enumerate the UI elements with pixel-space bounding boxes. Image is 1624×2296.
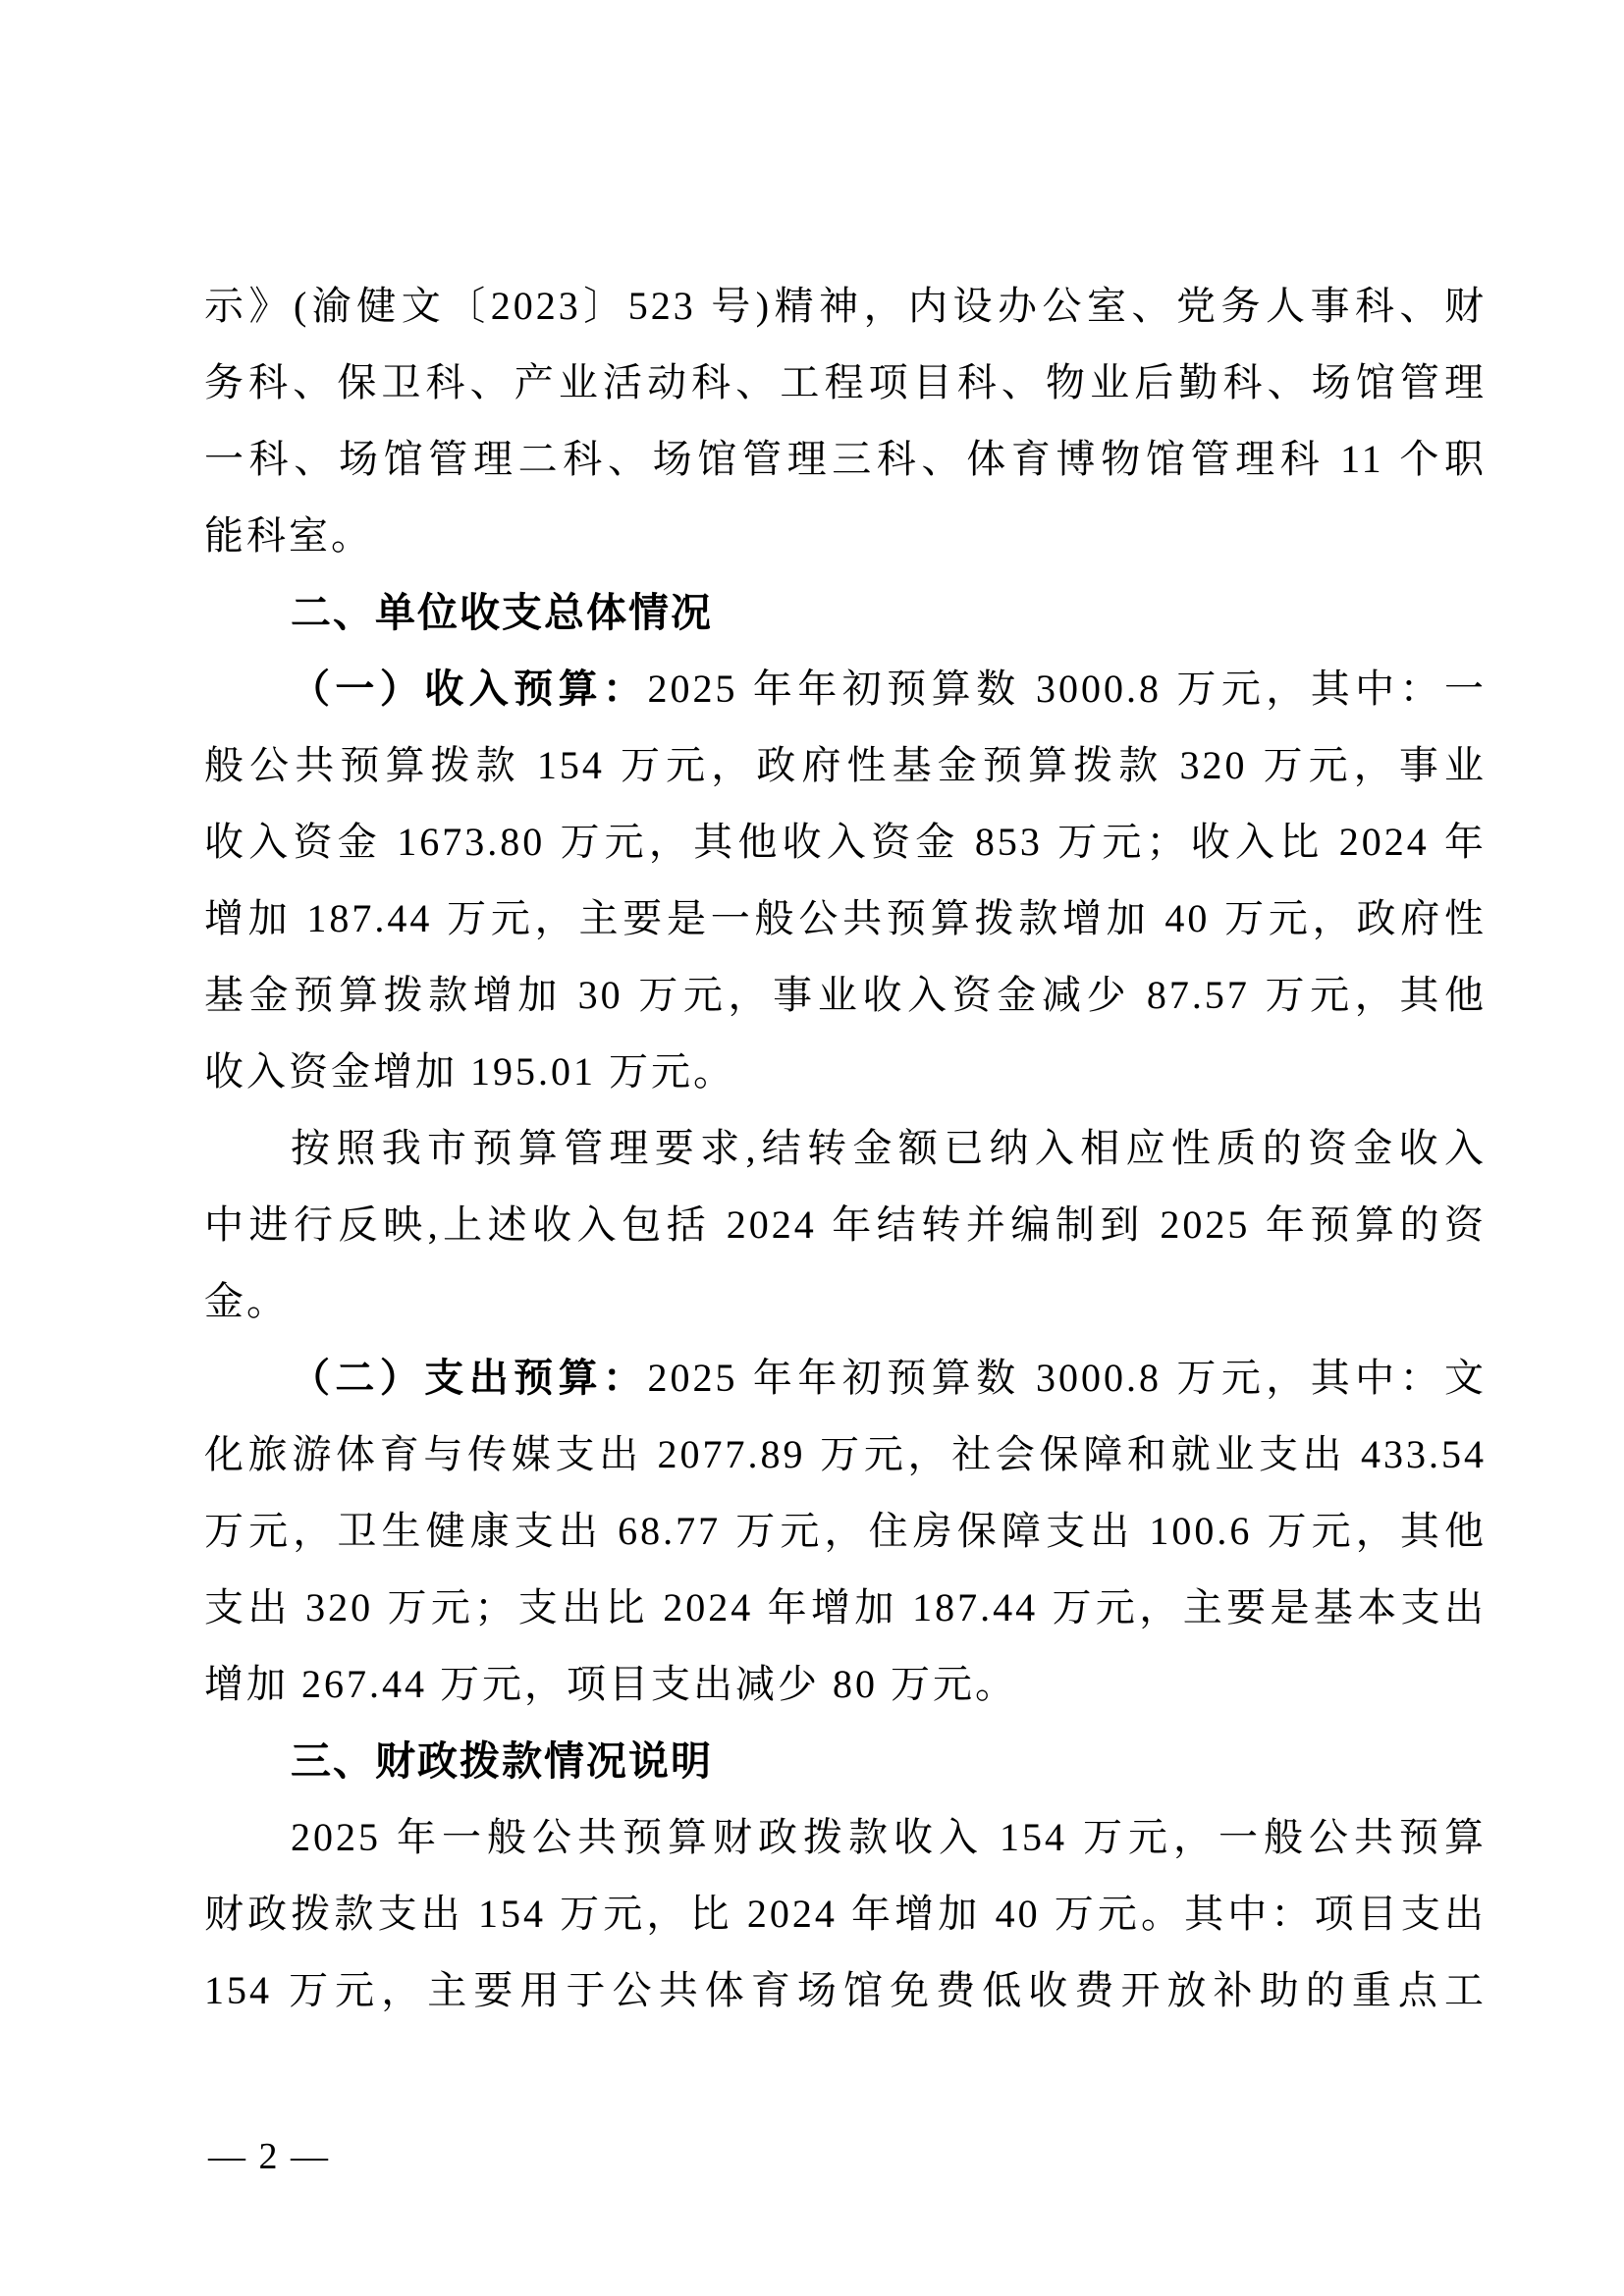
- text-run: 一科、场馆管理二科、场馆管理三科、体育博物馆管理科 11 个职: [204, 437, 1487, 481]
- section-heading: [204, 1723, 1487, 1799]
- text-line: [204, 1110, 1487, 1187]
- text-run: 基金预算拨款增加 30 万元，事业收入资金减少 87.57 万元，其他: [204, 973, 1487, 1017]
- text-line: [204, 1952, 1487, 2029]
- text-run: 按照我市预算管理要求,结转金额已纳入相应性质的资金收入: [291, 1126, 1487, 1170]
- text-line: [204, 1646, 1487, 1723]
- text-line: [204, 1799, 1487, 1876]
- text-run: （二）支出预算：: [291, 1356, 648, 1400]
- text-run: 示》(渝健文〔2023〕523 号)精神，内设办公室、党务人事科、财: [204, 284, 1487, 328]
- text-run: 财政拨款支出 154 万元，比 2024 年增加 40 万元。其中：项目支出: [204, 1892, 1487, 1936]
- text-run: 收入资金 1673.80 万元，其他收入资金 853 万元；收入比 2024 年: [204, 820, 1487, 864]
- text-line: [204, 727, 1487, 804]
- page-number: — 2 —: [208, 2136, 330, 2177]
- text-run: 2025 年年初预算数 3000.8 万元，其中：一: [647, 667, 1487, 711]
- text-run: 三、财政拨款情况说明: [291, 1738, 713, 1784]
- text-line: [204, 1493, 1487, 1570]
- text-line: [204, 1263, 1487, 1340]
- text-line: [204, 651, 1487, 727]
- text-run: 2025 年一般公共预算财政拨款收入 154 万元，一般公共预算: [291, 1815, 1487, 1859]
- text-run: 二、单位收支总体情况: [291, 590, 713, 635]
- text-run: 增加 267.44 万元，项目支出减少 80 万元。: [204, 1662, 1017, 1706]
- text-line: [204, 1416, 1487, 1493]
- text-run: 2025 年年初预算数 3000.8 万元，其中：文: [647, 1356, 1487, 1400]
- text-line: [204, 1340, 1487, 1416]
- text-run: 般公共预算拨款 154 万元，政府性基金预算拨款 320 万元，事业: [204, 743, 1487, 787]
- text-run: 务科、保卫科、产业活动科、工程项目科、物业后勤科、场馆管理: [204, 360, 1487, 404]
- text-run: 中进行反映,上述收入包括 2024 年结转并编制到 2025 年预算的资: [204, 1202, 1487, 1247]
- text-run: 金。: [204, 1279, 289, 1323]
- document-body: [204, 268, 1487, 2029]
- text-run: 支出 320 万元；支出比 2024 年增加 187.44 万元，主要是基本支出: [204, 1585, 1487, 1629]
- text-run: 能科室。: [204, 513, 373, 558]
- section-heading: [204, 574, 1487, 651]
- text-line: [204, 345, 1487, 421]
- text-line: [204, 1187, 1487, 1263]
- text-line: [204, 421, 1487, 498]
- text-line: [204, 268, 1487, 345]
- text-run: （一）收入预算：: [291, 667, 648, 711]
- text-run: 增加 187.44 万元，主要是一般公共预算拨款增加 40 万元，政府性: [204, 896, 1487, 940]
- text-line: [204, 1876, 1487, 1952]
- text-line: [204, 1034, 1487, 1110]
- text-line: [204, 1570, 1487, 1646]
- text-line: [204, 881, 1487, 957]
- text-run: 万元，卫生健康支出 68.77 万元，住房保障支出 100.6 万元，其他: [204, 1509, 1487, 1553]
- text-line: [204, 957, 1487, 1034]
- text-run: 154 万元，主要用于公共体育场馆免费低收费开放补助的重点工: [204, 1968, 1487, 2012]
- text-line: [204, 498, 1487, 574]
- text-line: [204, 804, 1487, 881]
- text-run: 收入资金增加 195.01 万元。: [204, 1049, 735, 1094]
- text-run: 化旅游体育与传媒支出 2077.89 万元，社会保障和就业支出 433.54: [204, 1432, 1487, 1476]
